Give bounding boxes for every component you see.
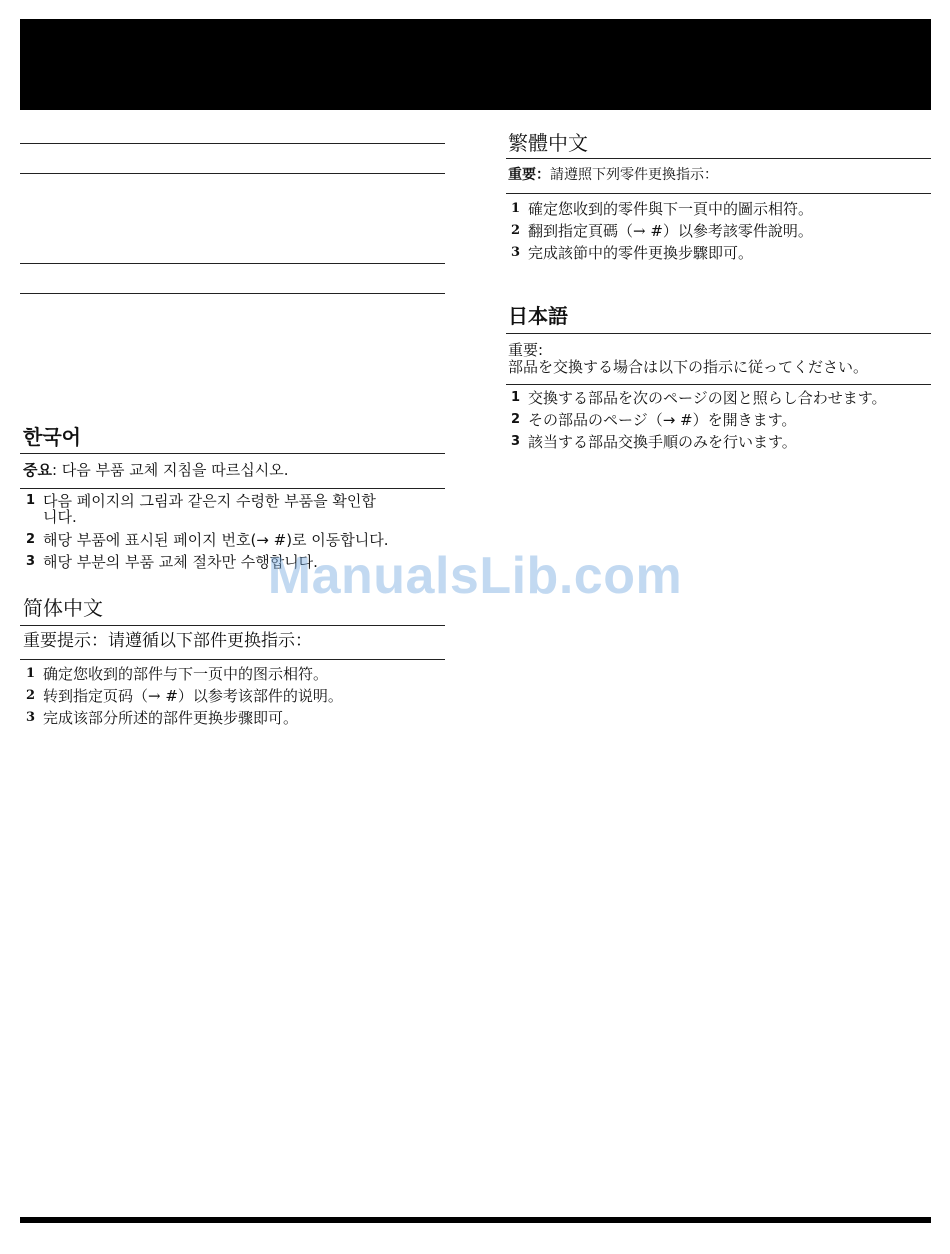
step-text: その部品のページ（→ #）を開きます。	[528, 411, 797, 429]
list-item	[23, 551, 443, 573]
step-number: 3	[511, 245, 521, 260]
list-item	[508, 431, 928, 453]
list-item	[508, 198, 928, 220]
step-number: 1	[26, 666, 36, 681]
divider	[20, 488, 445, 489]
traditional-chinese-heading: 繁體中文	[508, 131, 588, 155]
divider	[20, 453, 445, 454]
divider	[506, 158, 931, 159]
list-item	[508, 387, 928, 409]
step-number: 1	[511, 201, 521, 216]
step-text: 翻到指定頁碼（→ #）以參考該零件說明。	[528, 222, 813, 240]
step-number: 3	[26, 710, 36, 725]
list-item	[508, 220, 928, 242]
watermark: ManualsLib.com	[267, 547, 683, 605]
footer-rule	[20, 1217, 931, 1223]
divider	[20, 659, 445, 660]
korean-steps	[23, 493, 443, 573]
divider	[20, 293, 445, 294]
important-text: : 다음 부품 교체 지침을 따르십시오.	[51, 461, 289, 479]
list-item	[23, 685, 443, 707]
korean-important-note	[23, 461, 289, 479]
japanese-important-text: 部品を交換する場合は以下の指示に従ってください。	[508, 358, 869, 376]
divider	[506, 193, 931, 194]
list-item	[23, 707, 443, 729]
step-text: 完成该部分所述的部件更换步骤即可。	[43, 709, 299, 727]
step-text: 해당 부품에 표시된 페이지 번호(→ #)로 이동합니다.	[43, 531, 389, 549]
japanese-important-label: 重要:	[508, 341, 544, 359]
step-number: 2	[26, 532, 36, 547]
step-text: 转到指定页码（→ #）以参考该部件的说明。	[43, 687, 343, 705]
list-item	[23, 493, 383, 529]
divider	[506, 384, 931, 385]
divider	[20, 625, 445, 626]
list-item	[508, 242, 928, 264]
divider	[506, 333, 931, 334]
list-item	[23, 663, 443, 685]
step-text: 確定您收到的零件與下一頁中的圖示相符。	[528, 200, 814, 218]
step-number: 3	[26, 554, 36, 569]
header-banner	[20, 19, 931, 110]
important-text: 請遵照下列零件更換指示：	[550, 167, 718, 183]
step-text: 該当する部品交換手順のみを行います。	[528, 433, 797, 451]
step-text: 交換する部品を次のページの図と照らし合わせます。	[528, 389, 887, 407]
simplified-chinese-important-note: 重要提示：请遵循以下部件更换指示：	[23, 631, 312, 651]
divider	[20, 263, 445, 264]
important-label: 重要：	[508, 167, 550, 183]
step-number: 2	[511, 223, 521, 238]
step-text: 确定您收到的部件与下一页中的图示相符。	[43, 665, 329, 683]
step-number: 1	[26, 493, 36, 508]
step-number: 1	[511, 390, 521, 405]
important-label: 중요	[23, 461, 52, 479]
japanese-heading: 日本語	[508, 304, 568, 328]
japanese-steps	[508, 387, 928, 453]
traditional-chinese-steps	[508, 198, 928, 264]
list-item	[23, 529, 443, 551]
step-text: 다음 페이지의 그림과 같은지 수령한 부품을 확인합니다.	[43, 492, 376, 526]
list-item	[508, 409, 928, 431]
korean-heading: 한국어	[23, 425, 81, 449]
step-number: 2	[26, 688, 36, 703]
simplified-chinese-heading: 简体中文	[23, 596, 103, 620]
step-number: 3	[511, 434, 521, 449]
step-text: 完成該節中的零件更換步驟即可。	[528, 244, 754, 262]
simplified-chinese-steps	[23, 663, 443, 729]
traditional-chinese-important-note	[508, 166, 718, 184]
divider	[20, 143, 445, 144]
step-number: 2	[511, 412, 521, 427]
step-text: 해당 부분의 부품 교체 절차만 수행합니다.	[43, 553, 318, 571]
divider	[20, 173, 445, 174]
